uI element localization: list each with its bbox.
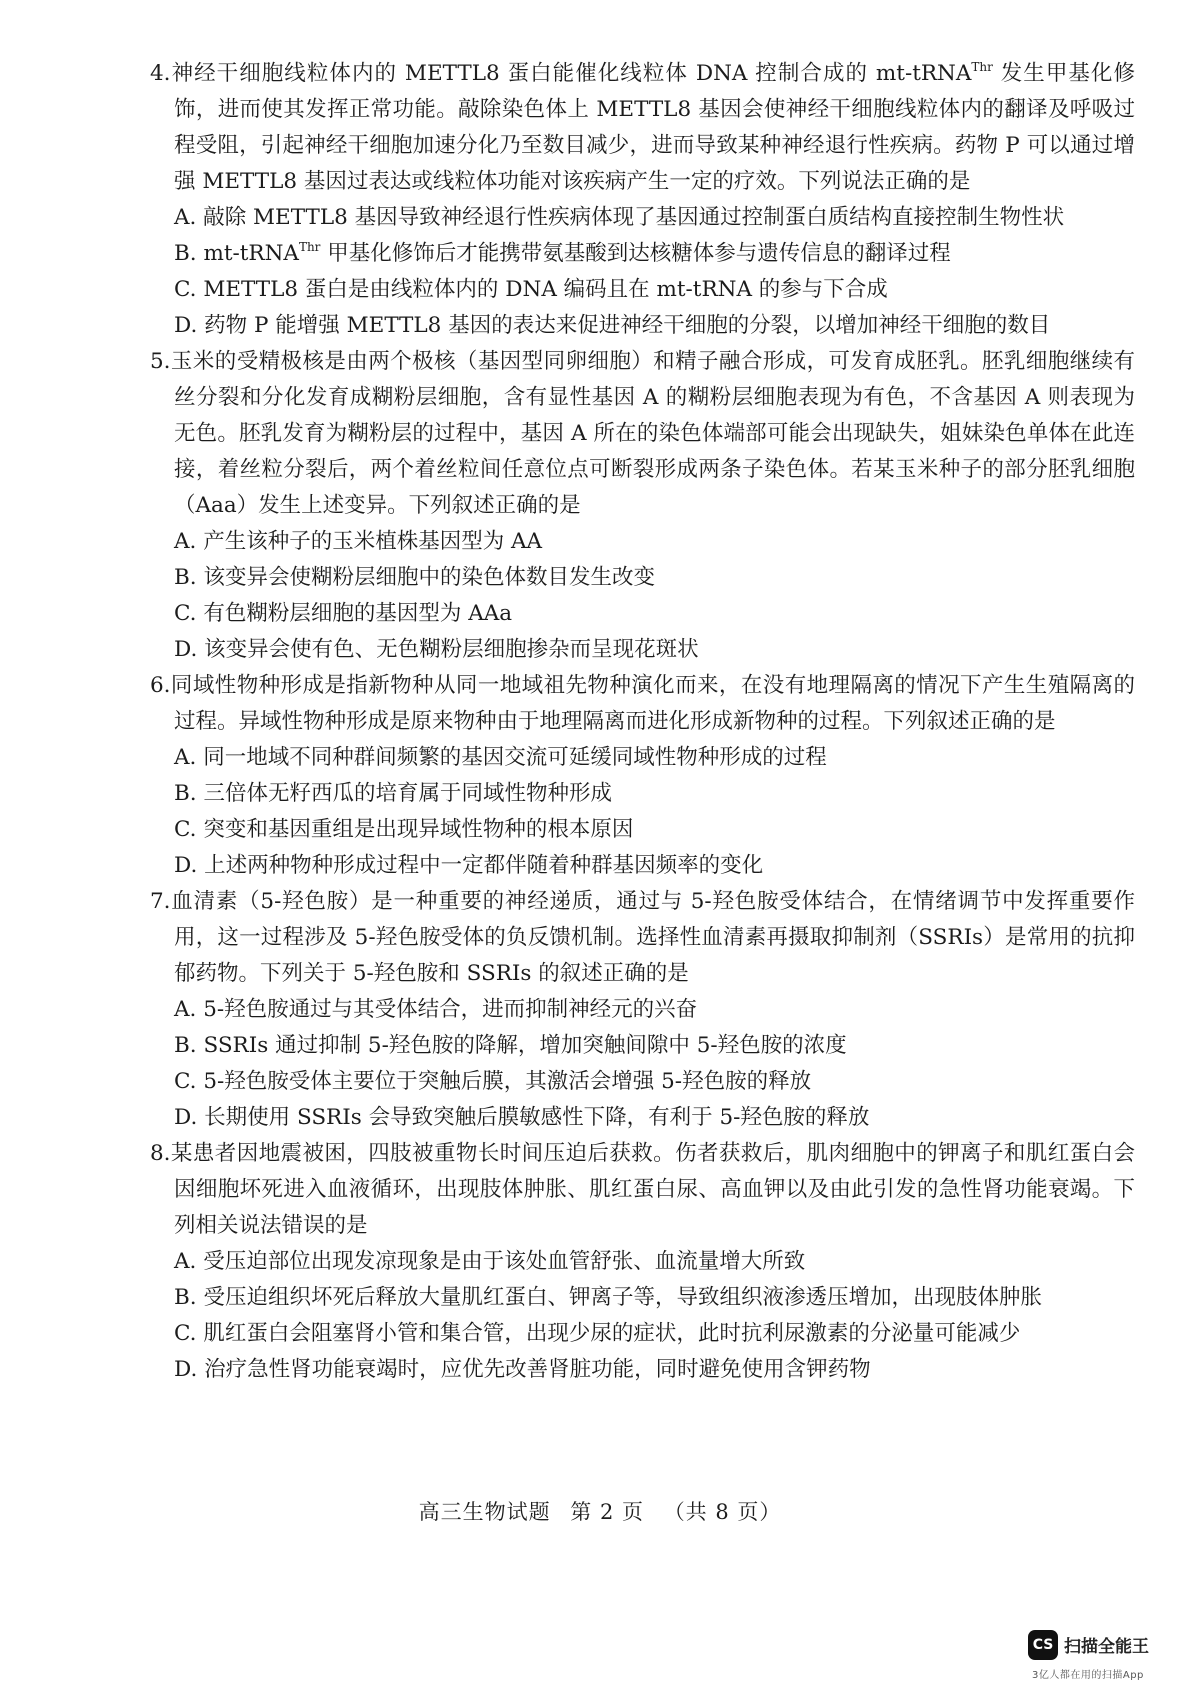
question-7: [150, 884, 1135, 1136]
option-text: A. 同一地域不同种群间频繁的基因交流可延缓同域性物种形成的过程: [174, 745, 827, 770]
option-d: [150, 1352, 1135, 1388]
option-b: [150, 560, 1135, 596]
watermark-tagline: 3亿人都在用的扫描App: [1032, 1670, 1144, 1681]
question-5: [150, 344, 1135, 668]
option-text: A. 产生该种子的玉米植株基因型为 AA: [174, 529, 543, 554]
stem-text: 玉米的受精极核是由两个极核（基因型同卵细胞）和精子融合形成，可发育成胚乳。胚乳细胞继续有丝分裂和分化发育成糊粉层细胞，含有显性基因 A 的糊粉层细胞表现为有色，不含基因 A 则表现为无色。胚乳发育为糊粉层的过程中，基因 A 所在的染色体端部可能会出现缺失，姐妹染色单体在此连接，着丝粒分裂后，两个着丝粒间任意位点可断裂形成两条子染色体。若某玉米种子的部分胚乳细胞（Aaa）发生上述变异。下列叙述正确的是: [170, 349, 1135, 518]
stem-text: 发生甲基化修饰，进而使其发挥正常功能。敲除染色体上 METTL8 基因会使神经干细胞线粒体内的翻译及呼吸过程受阻，引起神经干细胞加速分化乃至数目减少，进而导致某种神经退行性疾病。药物 P 可以通过增强 METTL8 基因过表达或线粒体功能对该疾病产生一定的疗效。下列说法正确的是: [174, 61, 1135, 194]
option-b: [150, 1280, 1135, 1316]
question-number: 7.: [150, 889, 171, 914]
options-list: [150, 200, 1135, 344]
stem-text: 神经干细胞线粒体内的 METTL8 蛋白能催化线粒体 DNA 控制合成的 mt-tRNA: [170, 61, 972, 86]
option-b: [150, 236, 1135, 272]
question-6-stem: [150, 668, 1135, 740]
options-list: [150, 524, 1135, 668]
question-6: [150, 668, 1135, 884]
option-text: C. METTL8 蛋白是由线粒体内的 DNA 编码且在 mt-tRNA 的参与下合成: [174, 277, 888, 302]
exam-page: [150, 56, 1135, 1388]
camscanner-logo-icon: CS: [1028, 1630, 1058, 1660]
question-number: 8.: [150, 1141, 171, 1166]
option-text: B. 三倍体无籽西瓜的培育属于同域性物种形成: [174, 781, 612, 806]
stem-text: 同域性物种形成是指新物种从同一地域祖先物种演化而来，在没有地理隔离的情况下产生生殖隔离的过程。异域性物种形成是原来物种由于地理隔离而进化形成新物种的过程。下列叙述正确的是: [170, 673, 1135, 734]
watermark-app-name: 扫描全能王: [1064, 1637, 1149, 1657]
superscript-thr: Thr: [971, 60, 993, 74]
option-text: 甲基化修饰后才能携带氨基酸到达核糖体参与遗传信息的翻译过程: [320, 241, 951, 266]
option-text: B. SSRIs 通过抑制 5-羟色胺的降解，增加突触间隙中 5-羟色胺的浓度: [174, 1033, 847, 1058]
option-d: [150, 1100, 1135, 1136]
options-list: [150, 740, 1135, 884]
option-text: C. 突变和基因重组是出现异域性物种的根本原因: [174, 817, 634, 842]
option-d: [150, 848, 1135, 884]
option-text: A. 受压迫部位出现发凉现象是由于该处血管舒张、血流量增大所致: [174, 1249, 806, 1274]
stem-text: 血清素（5-羟色胺）是一种重要的神经递质，通过与 5-羟色胺受体结合，在情绪调节中发挥重要作用，这一过程涉及 5-羟色胺受体的负反馈机制。选择性血清素再摄取抑制剂（SSRIs）是常用的抗抑郁药物。下列关于 5-羟色胺和 SSRIs 的叙述正确的是: [170, 889, 1135, 986]
question-5-stem: [150, 344, 1135, 524]
superscript-thr: Thr: [298, 240, 321, 254]
question-number: 5.: [150, 349, 171, 374]
footer-page-number: 第 2 页: [570, 1500, 644, 1524]
question-7-stem: [150, 884, 1135, 992]
option-text: A. 敲除 METTL8 基因导致神经退行性疾病体现了基因通过控制蛋白质结构直接控制生物性状: [174, 205, 1065, 230]
option-c: [150, 272, 1135, 308]
option-text: D. 该变异会使有色、无色糊粉层细胞掺杂而呈现花斑状: [174, 637, 699, 662]
option-c: [150, 1064, 1135, 1100]
option-d: [150, 632, 1135, 668]
scanner-watermark: [1028, 1626, 1188, 1682]
option-text: D. 药物 P 能增强 METTL8 基因的表达来促进神经干细胞的分裂，以增加神经干细胞的数目: [174, 313, 1051, 338]
option-text: C. 肌红蛋白会阻塞肾小管和集合管，出现少尿的症状，此时抗利尿激素的分泌量可能减少: [174, 1321, 1021, 1346]
question-4: [150, 56, 1135, 344]
option-text: C. 5-羟色胺受体主要位于突触后膜，其激活会增强 5-羟色胺的释放: [174, 1069, 812, 1094]
stem-text: 某患者因地震被困，四肢被重物长时间压迫后获救。伤者获救后，肌肉细胞中的钾离子和肌红蛋白会因细胞坏死进入血液循环，出现肢体肿胀、肌红蛋白尿、高血钾以及由此引发的急性肾功能衰竭。下列相关说法错误的是: [170, 1141, 1135, 1238]
question-number: 4.: [150, 61, 171, 86]
option-a: [150, 1244, 1135, 1280]
option-text: D. 上述两种物种形成过程中一定都伴随着种群基因频率的变化: [174, 853, 764, 878]
options-list: [150, 1244, 1135, 1388]
option-b: [150, 1028, 1135, 1064]
footer-total-pages: （共 8 页）: [663, 1500, 782, 1524]
option-c: [150, 1316, 1135, 1352]
options-list: [150, 992, 1135, 1136]
question-8: [150, 1136, 1135, 1388]
option-text: D. 长期使用 SSRIs 会导致突触后膜敏感性下降，有利于 5-羟色胺的释放: [174, 1105, 870, 1130]
option-b: [150, 776, 1135, 812]
option-text: B. 受压迫组织坏死后释放大量肌红蛋白、钾离子等，导致组织液渗透压增加，出现肢体肿胀: [174, 1285, 1042, 1310]
question-8-stem: [150, 1136, 1135, 1244]
option-text: D. 治疗急性肾功能衰竭时，应优先改善肾脏功能，同时避免使用含钾药物: [174, 1357, 871, 1382]
option-text: B. 该变异会使糊粉层细胞中的染色体数目发生改变: [174, 565, 655, 590]
option-a: [150, 740, 1135, 776]
option-text: C. 有色糊粉层细胞的基因型为 AAa: [174, 601, 513, 626]
option-c: [150, 596, 1135, 632]
question-number: 6.: [150, 673, 171, 698]
option-text: A. 5-羟色胺通过与其受体结合，进而抑制神经元的兴奋: [174, 997, 698, 1022]
option-a: [150, 524, 1135, 560]
footer-subject: 高三生物试题: [418, 1500, 551, 1524]
option-a: [150, 992, 1135, 1028]
option-c: [150, 812, 1135, 848]
option-a: [150, 200, 1135, 236]
question-4-stem: [150, 56, 1135, 200]
option-d: [150, 308, 1135, 344]
page-footer: [0, 1496, 1200, 1526]
option-text: B. mt-tRNA: [174, 241, 299, 266]
